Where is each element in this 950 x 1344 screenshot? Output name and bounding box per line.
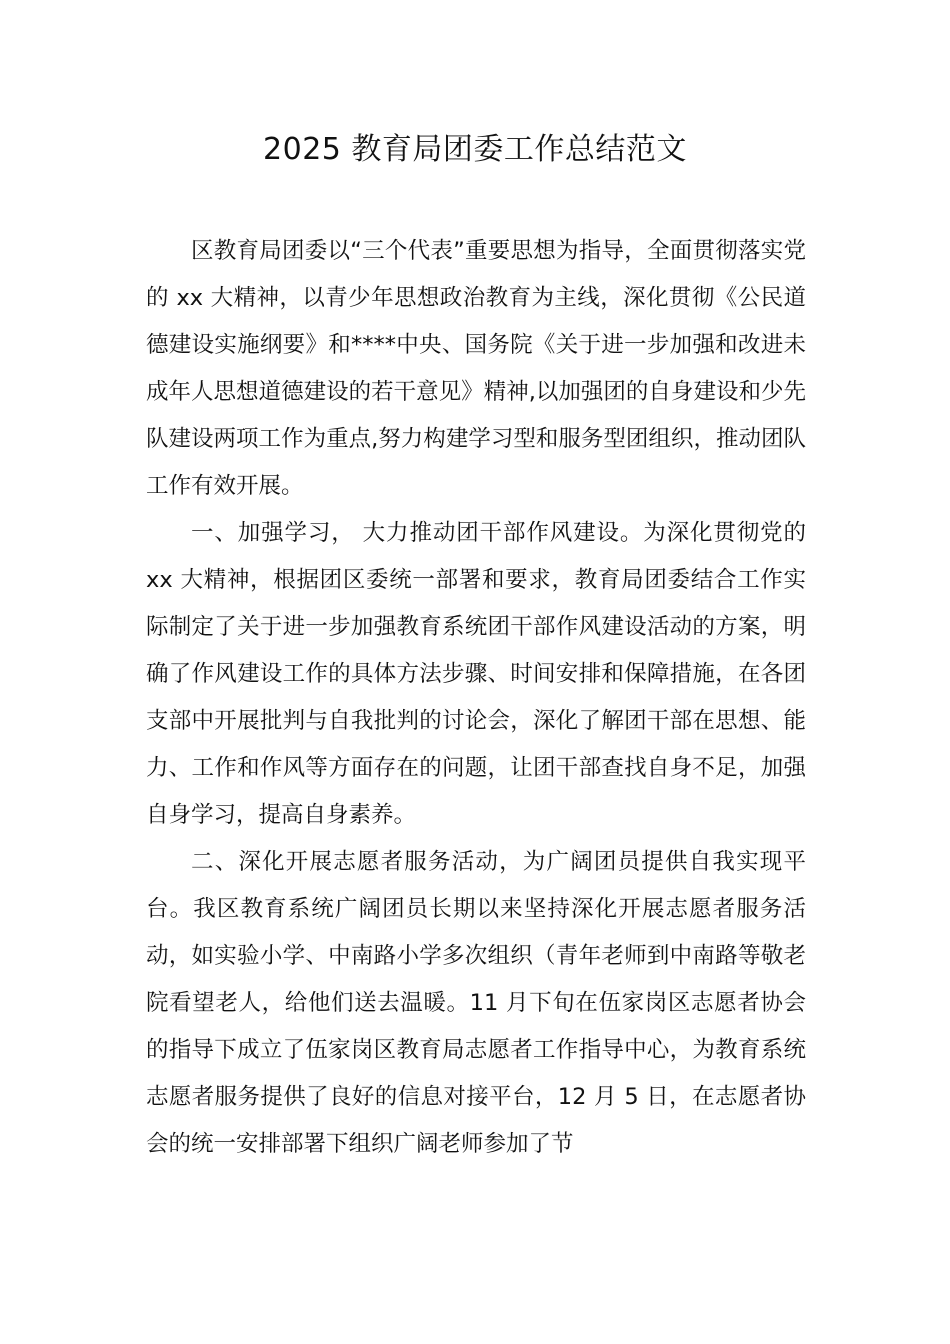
paragraph-intro: 区教育局团委以“三个代表”重要思想为指导，全面贯彻落实党的 xx 大精神，以青少年思想政治教育为主线，深化贯彻《公民道德建设实施纲要》和****中央、国务院《关于进一步加强和改进未成年人思想道德建设的若干意见》精神,以加强团的自身建设和少先队建设两项工作为重点,努力构建学习型和服务型团组织，推动团队工作有效开展。 xyxy=(146,238,806,499)
paragraph-section-one: 一、加强学习， 大力推动团干部作风建设。为深化贯彻党的 xx 大精神，根据团区委统一部署和要求，教育局团委结合工作实际制定了关于进一步加强教育系统团干部作风建设活动的方案，明确了作风建设工作的具体方法步骤、时间安排和保障措施，在各团支部中开展批判与自我批判的讨论会，深化了解团干部在思想、能力、工作和作风等方面存在的问题，让团干部查找自身不足，加强自身学习，提高自身素养。 xyxy=(146,520,806,828)
document-title: 2025 教育局团委工作总结范文 xyxy=(263,132,687,167)
paragraph-section-two: 二、深化开展志愿者服务活动，为广阔团员提供自我实现平台。我区教育系统广阔团员长期以来坚持深化开展志愿者服务活动，如实验小学、中南路小学多次组织（青年老师到中南路等敬老院看望老人，给他们送去温暖。11 月下旬在伍家岗区志愿者协会的指导下成立了伍家岗区教育局志愿者工作指导中心，为教育系统志愿者服务提供了良好的信息对接平台，12 月 5 日，在志愿者协会的统一安排部署下组织广阔老师参加了节 xyxy=(146,849,806,1157)
document-body xyxy=(146,228,806,1168)
